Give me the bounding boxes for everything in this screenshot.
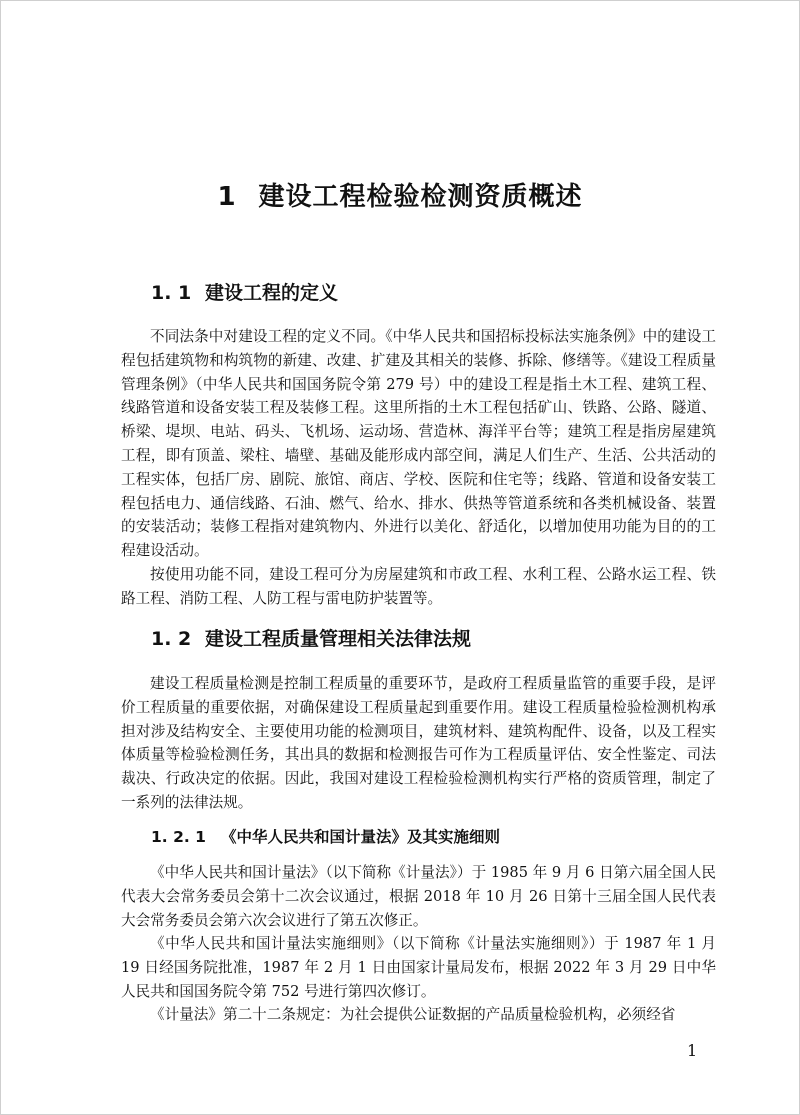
paragraph-1-2-1-a: 《中华人民共和国计量法》（以下简称《计量法》）于 1985 年 9 月 6 日第六届全国人民代表大会常务委员会第十二次会议通过，根据 2018 年 10 月 26 日第十三届全国人民代表大会常务委员会第六次会议进行了第五次修正。 xyxy=(121,864,716,929)
section-title: 《中华人民共和国计量法》及其实施细则 xyxy=(221,828,501,846)
paragraph-1-1-b: 按使用功能不同，建设工程可分为房屋建筑和市政工程、水利工程、公路水运工程、铁路工程、消防工程、人防工程与雷电防护装置等。 xyxy=(121,566,716,607)
chapter-title xyxy=(1,177,799,217)
paragraph-1-2-a: 建设工程质量检测是控制工程质量的重要环节，是政府工程质量监管的重要手段，是评价工程质量的重要依据，对确保建设工程质量起到重要作用。建设工程质量检验检测机构承担对涉及结构安全、主要使用功能的检测项目，建筑材料、建筑构配件、设备，以及工程实体质量等检验检测任务，其出具的数据和检测报告可作为工程质量评估、安全性鉴定、司法裁决、行政决定的依据。因此，我国对建设工程检验检测机构实行严格的资质管理，制定了一系列的法律法规。 xyxy=(121,675,716,811)
paragraph-1-2-1-b: 《中华人民共和国计量法实施细则》（以下简称《计量法实施细则》）于 1987 年 1 月 19 日经国务院批准，1987 年 2 月 1 日由国家计量局发布，根据 2022 年 3 月 29 日中华人民共和国国务院令第 752 号进行第四次修订。 xyxy=(121,935,716,1000)
section-heading-1-1 xyxy=(151,279,338,307)
section-heading-1-2 xyxy=(151,625,471,653)
section-title: 建设工程的定义 xyxy=(205,282,339,304)
section-number: 1. 2 xyxy=(151,628,192,650)
page-number: 1 xyxy=(687,1041,698,1060)
chapter-title-text: 建设工程检验检测资质概述 xyxy=(258,182,583,212)
section-number: 1. 1 xyxy=(151,282,192,304)
section-number: 1. 2. 1 xyxy=(151,828,206,846)
section-heading-1-2-1 xyxy=(151,825,500,849)
section-title: 建设工程质量管理相关法律法规 xyxy=(205,628,472,650)
paragraph-1-1-a: 不同法条中对建设工程的定义不同。《中华人民共和国招标投标法实施条例》中的建设工程包括建筑物和构筑物的新建、改建、扩建及其相关的装修、拆除、修缮等。《建设工程质量管理条例》（中华人民共和国国务院令第 279 号）中的建设工程是指土木工程、建筑工程、线路管道和设备安装工程及装修工程。这里所指的土木工程包括矿山、铁路、公路、隧道、桥梁、堤坝、电站、码头、飞机场、运动场、营造林、海洋平台等；建筑工程是指房屋建筑工程，即有顶盖、梁柱、墙壁、基础及能形成内部空间，满足人们生产、生活、公共活动的工程实体，包括厂房、剧院、旅馆、商店、学校、医院和住宅等；线路、管道和设备安装工程包括电力、通信线路、石油、燃气、给水、排水、供热等管道系统和各类机械设备、装置的安装活动；装修工程指对建筑物内、外进行以美化、舒适化，以增加使用功能为目的的工程建设活动。 xyxy=(121,328,716,560)
paragraph-1-2-1-c: 《计量法》第二十二条规定：为社会提供公证数据的产品质量检验机构，必须经省 xyxy=(150,1006,676,1023)
chapter-number: 1 xyxy=(217,182,237,212)
